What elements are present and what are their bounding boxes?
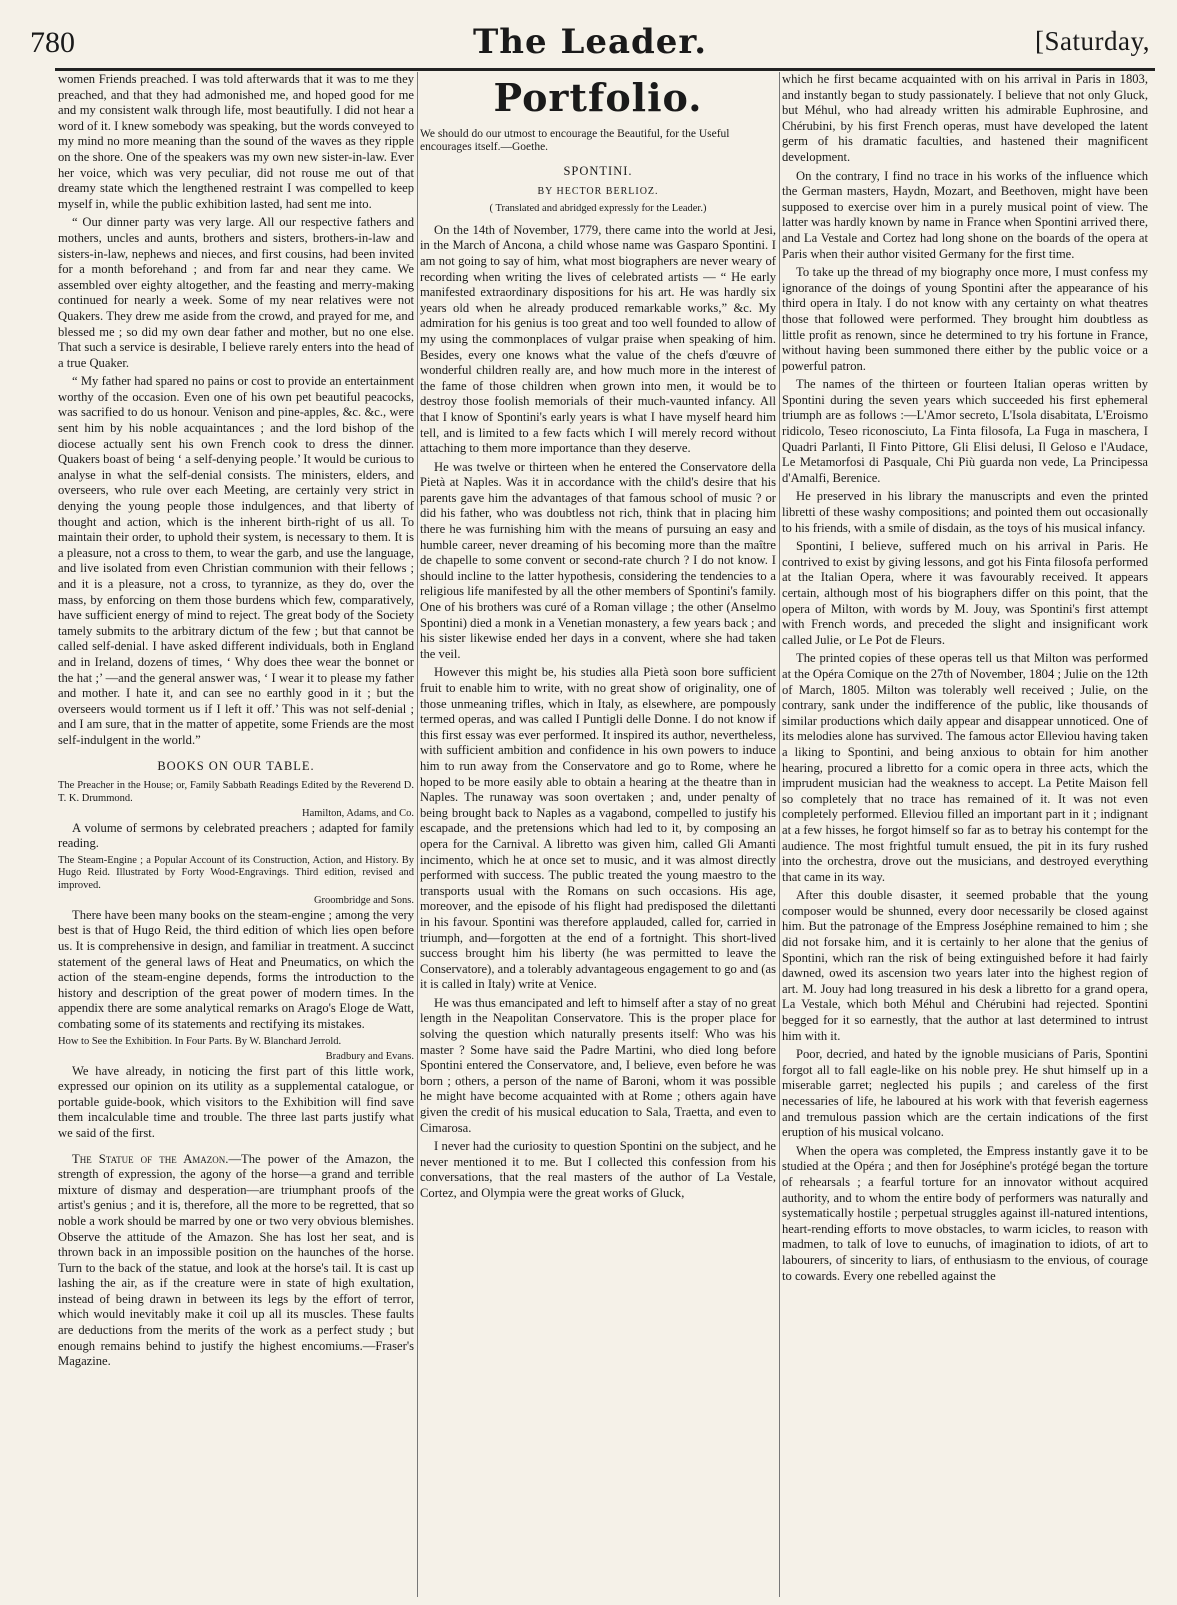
- section-title: Portfolio.: [493, 75, 703, 120]
- column-left: [58, 72, 414, 1597]
- paragraph: women Friends preached. I was told afterwards that it was to me they preached, and that they had admonished me, and hoped good for me and my consistent walk through life, most beautifully. I did not hear a word of it. I knew somebody was speaking, but the words conveyed to my mind no more meaning than the sound of the waves as they ripple on the shore. One of the speakers was my own new sister-in-law. Ever her voice, which was very peculiar, did not rouse me out of that dreamy state which the lengthened restraint I was compelled to keep myself in, while the public exhibition lasted, had sent me into.: [58, 72, 414, 211]
- paragraph: “ Our dinner party was very large. All our respective fathers and mothers, uncles and aunts, brothers and sisters, brothers-in-law and sisters-in-law, nephews and nieces, and first cousins, had been invited for a month beforehand ; and from far and near they came. We assembled over eighty altogether, and the feasting and merry-making continued for nearly a week. Some of my near relatives were not Quakers. They drew me aside from the crowd, and prayed for me, and blessed me ; so did my own dear father and mother, but no one else. That such a service is desirable, I believe rarely enters into the head of a true Quaker.: [58, 215, 414, 370]
- translation-note: ( Translated and abridged expressly for the Leader.): [489, 203, 707, 215]
- paragraph: I never had the curiosity to question Spontini on the subject, and he never mentioned it to me. But I collected this confession from his conversations, that the real masters of the author of La Vestale, Cortez, and Olympia were the great works of Gluck,: [420, 1139, 776, 1200]
- amazon-text: —The power of the Amazon, the strength of expression, the agony of the horse—a grand and terrible mixture of dismay and desperation—are triumphant proofs of the artist's genius ; and it is, therefore, all the more to be regretted, that so noble a work should be marred by one or two very obvious blemishes. Observe the attitude of the Amazon. She has lost her seat, and is thrown back in an impossible position on the haunches of the horse. Turn to the back of the statue, and look at the horse's tail. It is cast up lashing the air, as if the creature were in state of high exultation, instead of being drawn in between its legs by the effort of terror, which would inevitably make it coil up all its muscles. These faults are deductions from the merits of the work as a perfect study ; but enough remains behind to justify the highest encomiums.—Fraser's Magazine.: [58, 1151, 414, 1369]
- paragraph: When the opera was completed, the Empress instantly gave it to be studied at the Opéra ; and then for Joséphine's protégé began the torture of rehearsals ; a fearful torture for an innovator without acquired authority, and to whom the entire body of performers was naturally and systematically hostile ; perpetual struggles against ill-natured intentions, heart-rending efforts to move obstacles, to warm icicles, to reason with madmen, to talk of love to eunuchs, of imagination to idiots, of art to labourers, of sincerity to liars, of enthusiasm to the envious, of courage to cowards. Every one rebelled against the: [782, 1143, 1148, 1283]
- column-middle: [420, 72, 776, 1597]
- paragraph: After this double disaster, it seemed probable that the young composer would be shunned, every door necessarily be closed against him. But the patronage of the Empress Joséphine remained to him ; she did not forsake him, and it is certainly to her alone that the genius of Spontini, which ran the risk of being extinguished before it had fairly dawned, owed its ascension two years later into the highest region of art. M. Jouy had long treasured in his desk a libretto for a grand opera, La Vestale, which both Méhul and Chérubini had rejected. Spontini begged for it so earnestly, that the author at last determined to intrust him with it.: [782, 888, 1148, 1043]
- section-motto: We should do our utmost to encourage the Beautiful, for the Useful encourages itself.—Goethe.: [420, 128, 730, 153]
- paragraph: To take up the thread of my biography once more, I must confess my ignorance of the doings of young Spontini after the appearance of his third opera in Italy. I do not know with any certainty on what theatres those that followed were performed. They brought him doubtless as little profit as renown, since he determined to try his fortune in France, without having been summoned there either by the public voice or a powerful patron.: [782, 265, 1148, 373]
- paragraph: “ My father had spared no pains or cost to provide an entertainment worthy of the occasion. Even one of his own pet beautiful peacocks, was sacrified to do us honour. Venison and pine-apples, &c. &c., were sent him by his noble acquaintances ; and the lord bishop of the diocese actually sent his own French cook to dress the dinner. Quakers boast of being ‘ a self-denying people.’ It would be curious to analyse in what the self-denial consists. The ministers, elders, and overseers, who rule over each Meeting, are certainly very strict in denying the young people those indulgences, and that liberty of thought and action, which is the inherent birth-right of us all. To maintain their order, to uphold their system, is necessary to them. It is a pleasure, not a cross to them, to wear the garb, and use the language, and live isolated from even Christian communion with their fellows ; and it is a pleasure, not a cross, to tyrannize, as they do, over the mass, by enforcing on them those burdens which few, comparatively, have sufficient energy of mind to reject. The great body of the Society tamely submits to the arbitrary dictum of the few ; but that cannot be called self-denial. I have asked different individuals, both in England and in Ireland, dozens of times, ‘ Why does thee wear the bonnet or the hat ;’ —and the general answer was, ‘ I wear it to please my father and mother. I hate it, and can see no earthly good in it ; but the overseers would torment us if I left it off.’ This was not self-denial ; and I am sure, that in the matter of appetite, some Friends are the most self-indulgent in the world.”: [58, 374, 414, 747]
- paragraph: He preserved in his library the manuscripts and even the printed libretti of these washy compositions; and pointed them out occasionally to his friends, with a smile of disdain, as the toys of his musical infancy.: [782, 489, 1148, 535]
- column-divider: [417, 72, 418, 1597]
- column-right: [782, 72, 1148, 1597]
- book-review: There have been many books on the steam-engine ; among the very best is that of Hugo Reid, the third edition of which lies open before us. It is comprehensive in design, and familiar in treatment. A succinct statement of the general laws of Heat and Pneumatics, on which the action of the steam-engine depends, forms the introduction to the history and description of the great power of modern times. In the appendix there are some analytical remarks on Arago's Eloge de Watt, combating some of its statements and rectifying its mistakes.: [58, 907, 414, 1031]
- book-publisher: Groombridge and Sons.: [313, 895, 414, 907]
- article-title: SPONTINI.: [563, 164, 633, 178]
- paragraph: On the contrary, I find no trace in his works of the influence which the German masters, Haydn, Mozart, and Beethoven, might have been supposed to exercise over him in a purely musical point of view. The latter was hardly known by name in France when Spontini arrived there, and La Vestale and Cortez had long shone on the boards of the opera at Paris when their author visited Germany for the first time.: [782, 168, 1148, 261]
- paragraph: However this might be, his studies alla Pietà soon bore sufficient fruit to enable him to write, with no great show of originality, one of those unmeaning trifles, which in Italy, as elsewhere, are pompously termed operas, and was called I Puntigli delle Donne. I do not know if this first essay was ever performed. It inspired its author, nevertheless, with sufficient ambition and confidence in his own powers to induce him to run away from the Conservatore and go to Rome, where he hoped to be more easily able to obtain a hearing at the theatre than in Naples. The runaway was soon overtaken ; and, under penalty of being brought back to Naples as a vagabond, compelled to justify his escapade, and the pretensions which had led to it, by composing an opera for the Carnival. A libretto was given him, called Gli Amanti incimento, which he at once set to music, and it was almost directly performed with success. The public treated the young maestro to the transports usual with the Romans on such occasions. His age, moreover, and the episode of his flight had predisposed the dilettanti in his favour. Spontini was therefore applauded, called for, carried in triumph, and—forgotten at the end of a fortnight. This short-lived success brought him his liberty (he was permitted to leave the Conservatore), and a tolerably advantageous engagement to go and (as it is called in Italy) write at Venice.: [420, 665, 776, 992]
- paragraph: The printed copies of these operas tell us that Milton was performed at the Opéra Comique on the 27th of November, 1804 ; Julie on the 12th of March, 1805. Milton was tolerably well received ; Julie, on the contrary, sank under the indifference of the public, like thousands of similar productions which daily appear and disappear unnoticed. One of its melodies alone has survived. The famous actor Elleviou having taken a liking to Spontini, and being anxious to obtain for him another hearing, procured a libretto for a comic opera in three acts, which the imprudent musician had the weakness to accept. La Petite Maison fell so completely that no trace has remained of it. It was not even completely performed. Elleviou filled an important part in it ; indignant at a few hisses, he forgot himself so far as to betray his contempt for the audience. The most frightful tumult ensued, the pit in its fury rushed into the orchestra, drove out the musicians, and destroyed everything that came in its way.: [782, 651, 1148, 884]
- page-number: 780: [30, 26, 75, 59]
- newspaper-title: The Leader.: [472, 22, 708, 62]
- paragraph: The names of the thirteen or fourteen Italian operas written by Spontini during the seven years which succeeded his first ephemeral triumph are as follows :—L'Amor secreto, L'Isola disabitata, L'Eroismo ridicolo, Teseo riconosciuto, La Finta filosofa, La Fuga in maschera, I Quadri Parlanti, Il Finto Pittore, Gli Elisi delusi, Il Geloso e l'Audace, Le Metamorfosi di Pasquale, Chi Più guarda non vede, La Principessa d'Amalfi, Berenice.: [782, 377, 1148, 485]
- amazon-heading: The Statue of the Amazon.: [72, 1151, 229, 1166]
- header-rule: [55, 68, 1155, 71]
- paragraph: Poor, decried, and hated by the ignoble musicians of Paris, Spontini forgot all to fall eagle-like on his noble prey. He shut himself up in a miserable garret; neglected his pupils ; and careless of the first necessaries of life, he laboured at his work with that feverish eagerness and tremulous passion which are the certain indications of the first eruption of his musical volcano.: [782, 1047, 1148, 1140]
- book-publisher: Hamilton, Adams, and Co.: [302, 808, 414, 820]
- book-title: The Preacher in the House; or, Family Sabbath Readings Edited by the Reverend D. T. K. Drummond.: [58, 780, 414, 804]
- article-byline: BY HECTOR BERLIOZ.: [537, 185, 659, 197]
- paragraph: Spontini, I believe, suffered much on his arrival in Paris. He contrived to exist by giving lessons, and got his Finta filosofa performed at the Italian Opera, where it was favourably received. It appears certain, although most of his biographers differ on this point, that the opera of Milton, with words by M. Jouy, was Spontini's first attempt with French words, and preceded the slight and insignificant work called Julie, or Le Pot de Fleurs.: [782, 539, 1148, 647]
- paragraph: On the 14th of November, 1779, there came into the world at Jesi, in the March of Ancona, a child whose name was Gasparo Spontini. I am not going to say of him, what most biographers are never weary of recording when writing the lives of celebrated artists — “ He early manifested extraordinary dispositions for his art. He was hardly six years old when he already produced remarkable works,” &c. My admiration for his genius is too great and too well founded to allow of my using the commonplaces of vulgar praise when speaking of him. Besides, every one knows what the value of the chefs d'œuvre of wonderful children really are, and how much more in the interest of the fame of those children when grown into men, it would be to destroy those foolish memorials of their much-vaunted infancy. All that I know of Spontini's early years is what I have myself heard him tell, and is limited to a few facts which I will merely record without attaching to them more importance than they deserve.: [420, 222, 776, 456]
- book-title: The Steam-Engine ; a Popular Account of its Construction, Action, and History. By Hugo Reid. Illustrated by Forty Wood-Engravings. Third edition, revised and improved.: [58, 854, 414, 891]
- paragraph: He was twelve or thirteen when he entered the Conservatore della Pietà at Naples. Was it in accordance with the child's desire that his parents gave him the advantages of that famous school of music ? or did his father, who was doubtless not rich, think that in placing him there he was furnishing him with the means of pursuing an easy and humble career, never dreaming of his becoming more than the maître de chapelle to some convent or second-rate church ? I do not know. I should incline to the latter hypothesis, considering the tendencies to a religious life manifested by all the other members of Spontini's family. One of his brothers was curé of a Roman village ; the other (Anselmo Spontini) died a monk in a Venetian monastery, a few years back ; and his sister likewise ended her days in a convent, where she had taken the veil.: [420, 459, 776, 661]
- column-divider: [779, 72, 780, 1597]
- book-review: A volume of sermons by celebrated preachers ; adapted for family reading.: [58, 820, 414, 851]
- book-review: We have already, in noticing the first part of this little work, expressed our opinion on its utility as a supplemental catalogue, or portable guide-book, which visitors to the Exhibition will find save them incalculable time and trouble. The three last parts justify what we said of the first.: [58, 1063, 414, 1140]
- paragraph: which he first became acquainted with on his arrival in Paris in 1803, and instantly began to study passionately. I believe that not only Gluck, but Méhul, who had already written his admirable Euphrosine, and Chérubini, by his first French operas, must have developed the latent germ of his dramatic faculties, and hastened their magnificent development.: [782, 72, 1148, 164]
- book-title: How to See the Exhibition. In Four Parts. By W. Blanchard Jerrold.: [58, 1035, 342, 1047]
- issue-day: [Saturday,: [1035, 26, 1150, 56]
- paragraph: He was thus emancipated and left to himself after a stay of no great length in the Neapolitan Conservatore. This is the proper place for solving the question which naturally presents itself: Who was his master ? Some have said the Padre Martini, who died long before Spontini entered the Conservatore, and, I believe, even before he was born ; others, a person of the name of Baroni, whom it was possible he might have become acquainted with at Rome ; others again have given the credit of his musical education to Sala, Traetta, and even to Cimarosa.: [420, 995, 776, 1135]
- amazon-paragraph: [58, 1152, 414, 1370]
- books-heading: BOOKS ON OUR TABLE.: [157, 758, 315, 773]
- book-publisher: Bradbury and Evans.: [325, 1051, 414, 1063]
